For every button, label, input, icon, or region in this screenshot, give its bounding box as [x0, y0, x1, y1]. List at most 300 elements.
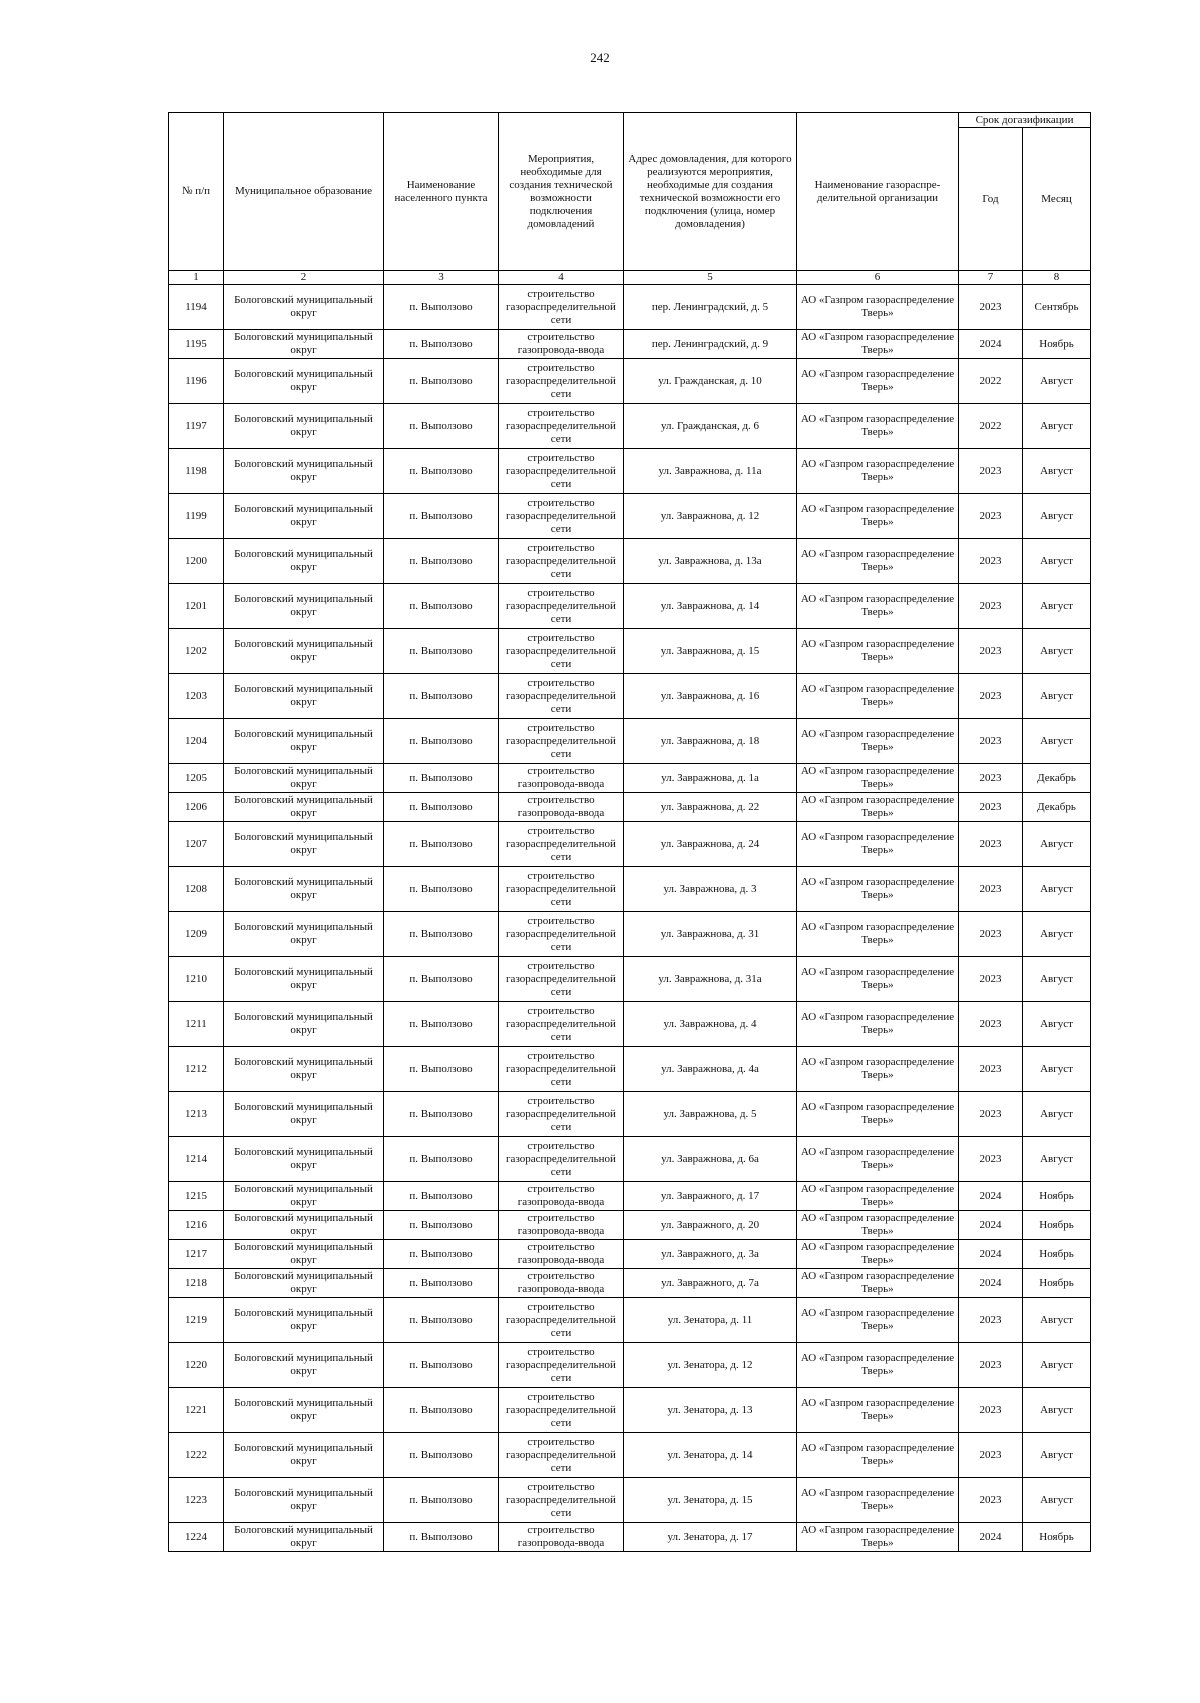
address-cell: ул. Завражнова, д. 18 [624, 719, 797, 764]
year-cell: 2023 [959, 1298, 1023, 1343]
municipality-cell: Бологовский муниципальный округ [224, 867, 384, 912]
municipality-cell: Бологовский муниципальный округ [224, 1137, 384, 1182]
settlement-cell: п. Выползово [384, 1047, 499, 1092]
row-number: 1216 [169, 1211, 224, 1240]
settlement-cell: п. Выползово [384, 584, 499, 629]
measure-cell: строительство газораспределительной сети [499, 674, 624, 719]
table-row [169, 359, 1091, 404]
row-number: 1200 [169, 539, 224, 584]
municipality-cell: Бологовский муниципальный округ [224, 1182, 384, 1211]
address-cell: ул. Завражного, д. 20 [624, 1211, 797, 1240]
row-number: 1221 [169, 1388, 224, 1433]
month-cell: Август [1023, 912, 1091, 957]
month-cell: Август [1023, 719, 1091, 764]
municipality-cell: Бологовский муниципальный округ [224, 584, 384, 629]
table-row [169, 793, 1091, 822]
settlement-cell: п. Выползово [384, 867, 499, 912]
table-row [169, 539, 1091, 584]
measure-cell: строительство газораспределительной сети [499, 1092, 624, 1137]
table-row [169, 404, 1091, 449]
table-row [169, 1092, 1091, 1137]
month-cell: Август [1023, 539, 1091, 584]
year-cell: 2023 [959, 584, 1023, 629]
row-number: 1209 [169, 912, 224, 957]
municipality-cell: Бологовский муниципальный округ [224, 1092, 384, 1137]
settlement-cell: п. Выползово [384, 822, 499, 867]
measure-cell: строительство газораспределительной сети [499, 912, 624, 957]
measure-cell: строительство газопровода-ввода [499, 1211, 624, 1240]
row-number: 1218 [169, 1269, 224, 1298]
column-number: 2 [224, 271, 384, 285]
municipality-cell: Бологовский муниципальный округ [224, 719, 384, 764]
measure-cell: строительство газораспределительной сети [499, 1047, 624, 1092]
row-number: 1215 [169, 1182, 224, 1211]
org-cell: АО «Газпром газораспределение Тверь» [797, 1433, 959, 1478]
year-cell: 2023 [959, 957, 1023, 1002]
measure-cell: строительство газораспределительной сети [499, 449, 624, 494]
month-cell: Август [1023, 957, 1091, 1002]
org-cell: АО «Газпром газораспределение Тверь» [797, 1047, 959, 1092]
measure-cell: строительство газопровода-ввода [499, 1269, 624, 1298]
municipality-cell: Бологовский муниципальный округ [224, 764, 384, 793]
year-cell: 2023 [959, 1388, 1023, 1433]
row-number: 1219 [169, 1298, 224, 1343]
org-cell: АО «Газпром газораспределение Тверь» [797, 1211, 959, 1240]
table-row [169, 674, 1091, 719]
measure-cell: строительство газораспределительной сети [499, 539, 624, 584]
row-number: 1195 [169, 330, 224, 359]
row-number: 1224 [169, 1523, 224, 1552]
year-cell: 2023 [959, 285, 1023, 330]
measure-cell: строительство газораспределительной сети [499, 957, 624, 1002]
month-cell: Ноябрь [1023, 330, 1091, 359]
org-cell: АО «Газпром газораспределение Тверь» [797, 764, 959, 793]
month-cell: Август [1023, 1388, 1091, 1433]
month-cell: Август [1023, 1092, 1091, 1137]
year-cell: 2023 [959, 1478, 1023, 1523]
municipality-cell: Бологовский муниципальный округ [224, 674, 384, 719]
year-cell: 2023 [959, 719, 1023, 764]
org-cell: АО «Газпром газораспределение Тверь» [797, 330, 959, 359]
municipality-cell: Бологовский муниципальный округ [224, 1298, 384, 1343]
row-number: 1201 [169, 584, 224, 629]
settlement-cell: п. Выползово [384, 539, 499, 584]
column-numbers-row [169, 271, 1091, 285]
table-row [169, 822, 1091, 867]
row-number: 1203 [169, 674, 224, 719]
year-cell: 2023 [959, 822, 1023, 867]
settlement-cell: п. Выползово [384, 1269, 499, 1298]
municipality-cell: Бологовский муниципальный округ [224, 1523, 384, 1552]
header-num: № п/п [169, 113, 224, 271]
municipality-cell: Бологовский муниципальный округ [224, 1343, 384, 1388]
org-cell: АО «Газпром газораспределение Тверь» [797, 539, 959, 584]
address-cell: ул. Завражнова, д. 1а [624, 764, 797, 793]
year-cell: 2023 [959, 1137, 1023, 1182]
settlement-cell: п. Выползово [384, 674, 499, 719]
table-row [169, 629, 1091, 674]
month-cell: Август [1023, 404, 1091, 449]
municipality-cell: Бологовский муниципальный округ [224, 629, 384, 674]
address-cell: ул. Завражного, д. 3а [624, 1240, 797, 1269]
month-cell: Ноябрь [1023, 1211, 1091, 1240]
year-cell: 2023 [959, 912, 1023, 957]
settlement-cell: п. Выползово [384, 1478, 499, 1523]
measure-cell: строительство газопровода-ввода [499, 764, 624, 793]
page-number: 242 [590, 50, 610, 65]
column-number: 5 [624, 271, 797, 285]
row-number: 1211 [169, 1002, 224, 1047]
municipality-cell: Бологовский муниципальный округ [224, 449, 384, 494]
measure-cell: строительство газораспределительной сети [499, 494, 624, 539]
month-cell: Август [1023, 494, 1091, 539]
settlement-cell: п. Выползово [384, 1002, 499, 1047]
month-cell: Август [1023, 449, 1091, 494]
municipality-cell: Бологовский муниципальный округ [224, 539, 384, 584]
month-cell: Декабрь [1023, 764, 1091, 793]
address-cell: ул. Завражного, д. 7а [624, 1269, 797, 1298]
settlement-cell: п. Выползово [384, 285, 499, 330]
settlement-cell: п. Выползово [384, 1388, 499, 1433]
address-cell: ул. Гражданская, д. 10 [624, 359, 797, 404]
row-number: 1214 [169, 1137, 224, 1182]
row-number: 1208 [169, 867, 224, 912]
row-number: 1204 [169, 719, 224, 764]
table-row [169, 1002, 1091, 1047]
row-number: 1213 [169, 1092, 224, 1137]
month-cell: Август [1023, 1343, 1091, 1388]
org-cell: АО «Газпром газораспределение Тверь» [797, 1343, 959, 1388]
table-row [169, 1047, 1091, 1092]
month-cell: Август [1023, 359, 1091, 404]
header-municipality: Муниципальное образование [224, 113, 384, 271]
column-number: 8 [1023, 271, 1091, 285]
org-cell: АО «Газпром газораспределение Тверь» [797, 867, 959, 912]
municipality-cell: Бологовский муниципальный округ [224, 1211, 384, 1240]
settlement-cell: п. Выползово [384, 1523, 499, 1552]
table-row [169, 1137, 1091, 1182]
table-row [169, 1211, 1091, 1240]
row-number: 1202 [169, 629, 224, 674]
row-number: 1199 [169, 494, 224, 539]
row-number: 1212 [169, 1047, 224, 1092]
table-row [169, 912, 1091, 957]
org-cell: АО «Газпром газораспределение Тверь» [797, 1240, 959, 1269]
address-cell: ул. Завражнова, д. 16 [624, 674, 797, 719]
measure-cell: строительство газораспределительной сети [499, 1137, 624, 1182]
address-cell: ул. Завражнова, д. 15 [624, 629, 797, 674]
table-row [169, 867, 1091, 912]
address-cell: ул. Зенатора, д. 17 [624, 1523, 797, 1552]
column-number: 1 [169, 271, 224, 285]
measure-cell: строительство газораспределительной сети [499, 1002, 624, 1047]
year-cell: 2023 [959, 867, 1023, 912]
year-cell: 2024 [959, 1211, 1023, 1240]
year-cell: 2024 [959, 1269, 1023, 1298]
year-cell: 2024 [959, 1523, 1023, 1552]
municipality-cell: Бологовский муниципальный округ [224, 359, 384, 404]
year-cell: 2023 [959, 793, 1023, 822]
table-row [169, 330, 1091, 359]
measure-cell: строительство газораспределительной сети [499, 584, 624, 629]
table-row [169, 957, 1091, 1002]
settlement-cell: п. Выползово [384, 449, 499, 494]
address-cell: ул. Зенатора, д. 13 [624, 1388, 797, 1433]
row-number: 1223 [169, 1478, 224, 1523]
org-cell: АО «Газпром газораспределение Тверь» [797, 1478, 959, 1523]
row-number: 1222 [169, 1433, 224, 1478]
year-cell: 2023 [959, 764, 1023, 793]
header-address: Адрес домовладения, для которого реализуются мероприятия, необходимые для создания технической возможности его подключения (улица, номер домовладения) [624, 113, 797, 271]
header-year: Год [959, 128, 1023, 271]
settlement-cell: п. Выползово [384, 1211, 499, 1240]
settlement-cell: п. Выползово [384, 764, 499, 793]
settlement-cell: п. Выползово [384, 1343, 499, 1388]
municipality-cell: Бологовский муниципальный округ [224, 494, 384, 539]
table-row [169, 1343, 1091, 1388]
measure-cell: строительство газораспределительной сети [499, 1433, 624, 1478]
month-cell: Август [1023, 1478, 1091, 1523]
org-cell: АО «Газпром газораспределение Тверь» [797, 1182, 959, 1211]
header-measures: Мероприятия, необходимые для создания технической возможности подключения домовладений [499, 113, 624, 271]
address-cell: ул. Завражнова, д. 6а [624, 1137, 797, 1182]
address-cell: ул. Завражнова, д. 14 [624, 584, 797, 629]
settlement-cell: п. Выползово [384, 330, 499, 359]
header-month: Месяц [1023, 128, 1091, 271]
settlement-cell: п. Выползово [384, 719, 499, 764]
address-cell: ул. Завражнова, д. 4 [624, 1002, 797, 1047]
address-cell: ул. Завражнова, д. 3 [624, 867, 797, 912]
header-settlement: Наименование населенного пункта [384, 113, 499, 271]
measure-cell: строительство газораспределительной сети [499, 867, 624, 912]
org-cell: АО «Газпром газораспределение Тверь» [797, 1523, 959, 1552]
year-cell: 2023 [959, 494, 1023, 539]
year-cell: 2023 [959, 1047, 1023, 1092]
row-number: 1196 [169, 359, 224, 404]
address-cell: ул. Завражнова, д. 22 [624, 793, 797, 822]
year-cell: 2023 [959, 1433, 1023, 1478]
org-cell: АО «Газпром газораспределение Тверь» [797, 629, 959, 674]
month-cell: Ноябрь [1023, 1240, 1091, 1269]
measure-cell: строительство газораспределительной сети [499, 1298, 624, 1343]
month-cell: Август [1023, 629, 1091, 674]
org-cell: АО «Газпром газораспределение Тверь» [797, 822, 959, 867]
year-cell: 2023 [959, 1343, 1023, 1388]
org-cell: АО «Газпром газораспределение Тверь» [797, 912, 959, 957]
measure-cell: строительство газораспределительной сети [499, 404, 624, 449]
measure-cell: строительство газопровода-ввода [499, 1240, 624, 1269]
municipality-cell: Бологовский муниципальный округ [224, 285, 384, 330]
table-row [169, 1523, 1091, 1552]
settlement-cell: п. Выползово [384, 1137, 499, 1182]
settlement-cell: п. Выползово [384, 494, 499, 539]
year-cell: 2024 [959, 1240, 1023, 1269]
municipality-cell: Бологовский муниципальный округ [224, 793, 384, 822]
address-cell: ул. Зенатора, д. 15 [624, 1478, 797, 1523]
row-number: 1198 [169, 449, 224, 494]
address-cell: ул. Завражнова, д. 4а [624, 1047, 797, 1092]
row-number: 1207 [169, 822, 224, 867]
column-number: 6 [797, 271, 959, 285]
row-number: 1205 [169, 764, 224, 793]
table-row [169, 449, 1091, 494]
org-cell: АО «Газпром газораспределение Тверь» [797, 674, 959, 719]
month-cell: Ноябрь [1023, 1523, 1091, 1552]
row-number: 1197 [169, 404, 224, 449]
year-cell: 2023 [959, 539, 1023, 584]
header-deadline-group: Срок догазификации [959, 113, 1091, 128]
table-row [169, 719, 1091, 764]
address-cell: пер. Ленинградский, д. 5 [624, 285, 797, 330]
table-row [169, 285, 1091, 330]
table-row [169, 1182, 1091, 1211]
address-cell: ул. Завражнова, д. 13а [624, 539, 797, 584]
table-row [169, 494, 1091, 539]
month-cell: Август [1023, 867, 1091, 912]
measure-cell: строительство газораспределительной сети [499, 1478, 624, 1523]
municipality-cell: Бологовский муниципальный округ [224, 957, 384, 1002]
org-cell: АО «Газпром газораспределение Тверь» [797, 584, 959, 629]
address-cell: ул. Завражнова, д. 5 [624, 1092, 797, 1137]
table-row [169, 764, 1091, 793]
org-cell: АО «Газпром газораспределение Тверь» [797, 285, 959, 330]
month-cell: Август [1023, 1298, 1091, 1343]
org-cell: АО «Газпром газораспределение Тверь» [797, 1002, 959, 1047]
month-cell: Ноябрь [1023, 1182, 1091, 1211]
address-cell: ул. Завражнова, д. 31а [624, 957, 797, 1002]
month-cell: Август [1023, 1137, 1091, 1182]
year-cell: 2023 [959, 674, 1023, 719]
measure-cell: строительство газораспределительной сети [499, 1343, 624, 1388]
municipality-cell: Бологовский муниципальный округ [224, 1240, 384, 1269]
table-body [169, 285, 1091, 1552]
measure-cell: строительство газораспределительной сети [499, 285, 624, 330]
table-row [169, 1433, 1091, 1478]
table-row [169, 1240, 1091, 1269]
month-cell: Декабрь [1023, 793, 1091, 822]
measure-cell: строительство газопровода-ввода [499, 793, 624, 822]
row-number: 1194 [169, 285, 224, 330]
month-cell: Август [1023, 584, 1091, 629]
settlement-cell: п. Выползово [384, 404, 499, 449]
measure-cell: строительство газопровода-ввода [499, 1182, 624, 1211]
settlement-cell: п. Выползово [384, 629, 499, 674]
year-cell: 2022 [959, 404, 1023, 449]
measure-cell: строительство газораспределительной сети [499, 1388, 624, 1433]
gasification-table [168, 112, 1091, 1552]
month-cell: Август [1023, 1047, 1091, 1092]
column-number: 4 [499, 271, 624, 285]
org-cell: АО «Газпром газораспределение Тверь» [797, 449, 959, 494]
measure-cell: строительство газораспределительной сети [499, 822, 624, 867]
table-row [169, 584, 1091, 629]
month-cell: Август [1023, 674, 1091, 719]
settlement-cell: п. Выползово [384, 1182, 499, 1211]
year-cell: 2023 [959, 1092, 1023, 1137]
org-cell: АО «Газпром газораспределение Тверь» [797, 1388, 959, 1433]
month-cell: Август [1023, 1002, 1091, 1047]
address-cell: ул. Завражнова, д. 12 [624, 494, 797, 539]
year-cell: 2024 [959, 1182, 1023, 1211]
year-cell: 2023 [959, 1002, 1023, 1047]
municipality-cell: Бологовский муниципальный округ [224, 404, 384, 449]
org-cell: АО «Газпром газораспределение Тверь» [797, 404, 959, 449]
measure-cell: строительство газораспределительной сети [499, 629, 624, 674]
row-number: 1210 [169, 957, 224, 1002]
year-cell: 2023 [959, 629, 1023, 674]
org-cell: АО «Газпром газораспределение Тверь» [797, 957, 959, 1002]
municipality-cell: Бологовский муниципальный округ [224, 1002, 384, 1047]
org-cell: АО «Газпром газораспределение Тверь» [797, 1137, 959, 1182]
org-cell: АО «Газпром газораспределение Тверь» [797, 719, 959, 764]
column-number: 3 [384, 271, 499, 285]
municipality-cell: Бологовский муниципальный округ [224, 1478, 384, 1523]
municipality-cell: Бологовский муниципальный округ [224, 1388, 384, 1433]
settlement-cell: п. Выползово [384, 1092, 499, 1137]
org-cell: АО «Газпром газораспределение Тверь» [797, 1092, 959, 1137]
table-row [169, 1388, 1091, 1433]
address-cell: ул. Завражнова, д. 11а [624, 449, 797, 494]
year-cell: 2024 [959, 330, 1023, 359]
org-cell: АО «Газпром газораспределение Тверь» [797, 793, 959, 822]
column-number: 7 [959, 271, 1023, 285]
address-cell: ул. Зенатора, д. 12 [624, 1343, 797, 1388]
address-cell: пер. Ленинградский, д. 9 [624, 330, 797, 359]
address-cell: ул. Зенатора, д. 14 [624, 1433, 797, 1478]
settlement-cell: п. Выползово [384, 912, 499, 957]
settlement-cell: п. Выползово [384, 957, 499, 1002]
month-cell: Август [1023, 822, 1091, 867]
settlement-cell: п. Выползово [384, 1298, 499, 1343]
municipality-cell: Бологовский муниципальный округ [224, 1269, 384, 1298]
table-row [169, 1298, 1091, 1343]
address-cell: ул. Зенатора, д. 11 [624, 1298, 797, 1343]
municipality-cell: Бологовский муниципальный округ [224, 1047, 384, 1092]
municipality-cell: Бологовский муниципальный округ [224, 330, 384, 359]
org-cell: АО «Газпром газораспределение Тверь» [797, 1269, 959, 1298]
month-cell: Август [1023, 1433, 1091, 1478]
row-number: 1206 [169, 793, 224, 822]
month-cell: Сентябрь [1023, 285, 1091, 330]
year-cell: 2023 [959, 449, 1023, 494]
header-org: Наименование газораспре-делительной организации [797, 113, 959, 271]
municipality-cell: Бологовский муниципальный округ [224, 1433, 384, 1478]
settlement-cell: п. Выползово [384, 793, 499, 822]
address-cell: ул. Завражнова, д. 24 [624, 822, 797, 867]
address-cell: ул. Завражнова, д. 31 [624, 912, 797, 957]
row-number: 1220 [169, 1343, 224, 1388]
year-cell: 2022 [959, 359, 1023, 404]
measure-cell: строительство газопровода-ввода [499, 1523, 624, 1552]
row-number: 1217 [169, 1240, 224, 1269]
municipality-cell: Бологовский муниципальный округ [224, 822, 384, 867]
settlement-cell: п. Выползово [384, 1433, 499, 1478]
measure-cell: строительство газопровода-ввода [499, 330, 624, 359]
settlement-cell: п. Выползово [384, 1240, 499, 1269]
table-row [169, 1478, 1091, 1523]
address-cell: ул. Гражданская, д. 6 [624, 404, 797, 449]
org-cell: АО «Газпром газораспределение Тверь» [797, 494, 959, 539]
org-cell: АО «Газпром газораспределение Тверь» [797, 1298, 959, 1343]
address-cell: ул. Завражного, д. 17 [624, 1182, 797, 1211]
measure-cell: строительство газораспределительной сети [499, 719, 624, 764]
settlement-cell: п. Выползово [384, 359, 499, 404]
measure-cell: строительство газораспределительной сети [499, 359, 624, 404]
municipality-cell: Бологовский муниципальный округ [224, 912, 384, 957]
org-cell: АО «Газпром газораспределение Тверь» [797, 359, 959, 404]
table-row [169, 1269, 1091, 1298]
month-cell: Ноябрь [1023, 1269, 1091, 1298]
